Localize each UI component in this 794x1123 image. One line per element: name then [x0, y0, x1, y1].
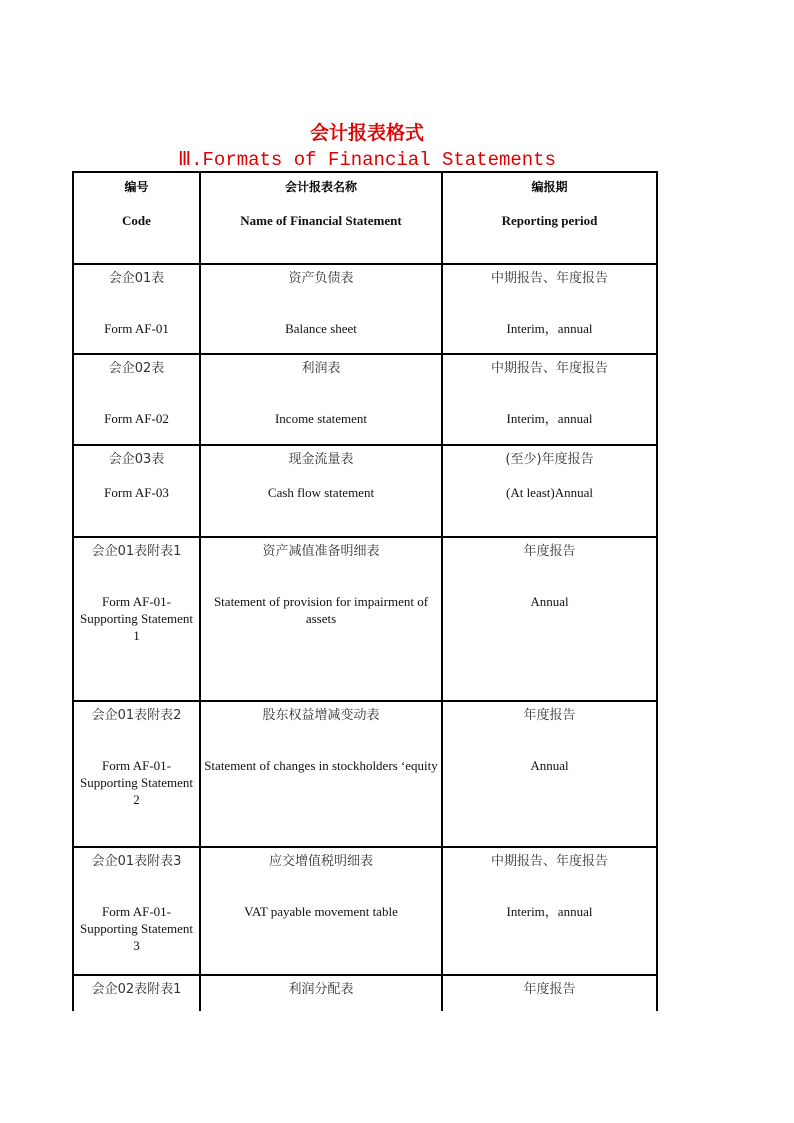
code-cell [74, 702, 201, 846]
code-en: Form AF-01-Supporting Statement 3 [79, 904, 194, 953]
header-code-en: Code [122, 213, 151, 228]
code-cell [74, 976, 201, 1011]
name-en: Cash flow statement [267, 485, 375, 500]
code-cn: 会企01表附表3 [91, 854, 182, 869]
header-period-cn: 编报期 [531, 180, 568, 194]
name-cell [201, 976, 443, 1011]
code-cell [74, 265, 201, 353]
name-cn: 现金流量表 [288, 452, 354, 467]
name-cn: 应交增值税明细表 [268, 854, 373, 869]
name-cn: 利润分配表 [288, 982, 354, 997]
period-cell [443, 265, 656, 353]
code-cn: 会企01表附表2 [91, 708, 182, 723]
code-en: Form AF-01-Supporting Statement 1 [79, 594, 194, 643]
period-cell [443, 538, 656, 700]
code-cn: 会企02表附表1 [91, 982, 182, 997]
period-cell [443, 446, 656, 536]
period-cn: 年度报告 [523, 982, 576, 997]
name-cn: 资产减值准备明细表 [262, 544, 380, 559]
table-row [74, 355, 656, 446]
code-en: Form AF-02 [104, 411, 169, 426]
name-en: Statement of changes in stockholders ‘equity [204, 758, 438, 773]
table-row [74, 538, 656, 702]
name-cell [201, 265, 443, 353]
period-cell [443, 976, 656, 1011]
name-en: Statement of provision for impairment of assets [213, 594, 429, 626]
name-cell [201, 446, 443, 536]
period-cell [443, 355, 656, 444]
header-name-en: Name of Financial Statement [240, 213, 402, 228]
code-en: Form AF-03 [104, 485, 169, 500]
period-en: Annual [530, 758, 569, 773]
code-cn: 会企01表附表1 [91, 544, 182, 559]
table-row [74, 976, 656, 1011]
period-en: Interim，annual [506, 904, 593, 919]
header-code-cn: 编号 [124, 180, 149, 194]
code-cell [74, 446, 201, 536]
name-cn: 利润表 [301, 361, 341, 376]
table-row [74, 446, 656, 538]
code-cell [74, 848, 201, 974]
period-cn: 中期报告、年度报告 [490, 271, 608, 286]
period-cn: (至少)年度报告 [505, 452, 594, 467]
page-title-english: Ⅲ.Formats of Financial Statements [178, 149, 556, 171]
period-cn: 年度报告 [523, 544, 576, 559]
table-row [74, 265, 656, 355]
header-name-cell [201, 173, 443, 263]
header-period-en: Reporting period [501, 213, 598, 228]
period-en: Interim，annual [506, 411, 593, 426]
header-period-cell [443, 173, 656, 263]
code-cell [74, 538, 201, 700]
code-cell [74, 355, 201, 444]
name-en: Balance sheet [285, 321, 357, 336]
table-row [74, 702, 656, 848]
code-cn: 会企03表 [108, 452, 165, 467]
name-cell [201, 538, 443, 700]
name-cell [201, 848, 443, 974]
period-cn: 中期报告、年度报告 [490, 361, 608, 376]
code-en: Form AF-01-Supporting Statement 2 [79, 758, 194, 807]
period-en: (At least)Annual [505, 485, 593, 500]
statements-table [72, 171, 658, 1011]
period-cell [443, 702, 656, 846]
period-en: Annual [530, 594, 569, 609]
name-cn: 资产负债表 [288, 271, 354, 286]
header-name-cn: 会计报表名称 [284, 180, 357, 194]
code-cn: 会企02表 [108, 361, 165, 376]
page-title-chinese: 会计报表格式 [309, 122, 424, 144]
name-cn: 股东权益增减变动表 [262, 708, 380, 723]
code-cn: 会企01表 [108, 271, 165, 286]
period-cell [443, 848, 656, 974]
period-cn: 中期报告、年度报告 [490, 854, 608, 869]
code-en: Form AF-01 [104, 321, 169, 336]
table-row [74, 848, 656, 976]
name-cell [201, 702, 443, 846]
period-cn: 年度报告 [523, 708, 576, 723]
header-code-cell [74, 173, 201, 263]
name-en: VAT payable movement table [244, 904, 398, 919]
table-header-row [74, 173, 656, 265]
name-en: Income statement [274, 411, 368, 426]
name-cell [201, 355, 443, 444]
period-en: Interim，annual [506, 321, 593, 336]
